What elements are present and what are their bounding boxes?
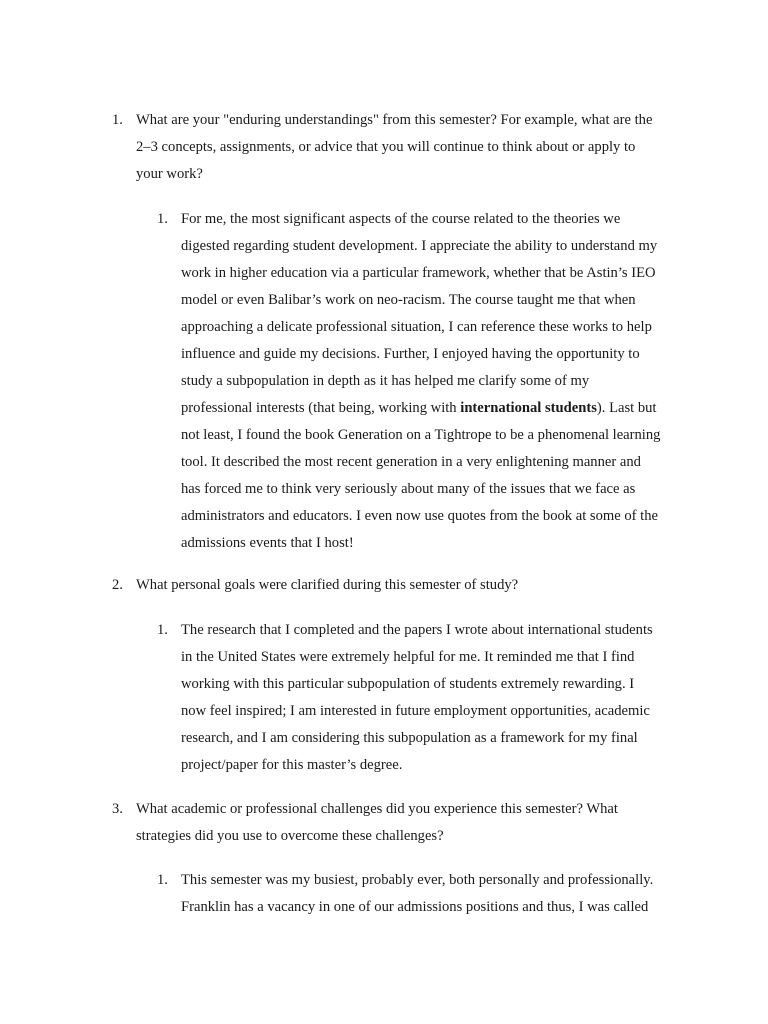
question-text — [136, 796, 676, 850]
answer-line: influence and guide my decisions. Further, I enjoyed having the opportunity to — [181, 346, 640, 362]
answer-line: Franklin has a vacancy in one of our admissions positions and thus, I was called — [181, 899, 649, 915]
answer-number: 1. — [157, 211, 168, 227]
answer-line: work in higher education via a particular framework, whether that be Astin’s IEO — [181, 265, 656, 281]
answer-line: research, and I am considering this subpopulation as a framework for my final — [181, 730, 638, 746]
answer-line: digested regarding student development. I appreciate the ability to understand my — [181, 238, 658, 254]
answer-line: project/paper for this master’s degree. — [181, 757, 403, 773]
answer-line: The research that I completed and the papers I wrote about international students — [181, 622, 653, 638]
answer-line-with-bold — [181, 395, 681, 422]
answer-line: study a subpopulation in depth as it has helped me clarify some of my — [181, 373, 590, 389]
question-line: What academic or professional challenges did you experience this semester? What — [136, 801, 618, 817]
question-line: strategies did you use to overcome these challenges? — [136, 828, 444, 844]
question-text — [136, 107, 676, 188]
answer-line: has forced me to think very seriously about many of the issues that we face as — [181, 481, 636, 497]
answer-text — [181, 617, 681, 779]
answer-line: For me, the most significant aspects of the course related to the theories we — [181, 211, 621, 227]
answer-number: 1. — [157, 622, 168, 638]
question-line: your work? — [136, 166, 203, 182]
question-text — [136, 572, 676, 599]
answer-text — [181, 867, 681, 921]
bold-phrase: international students — [460, 400, 597, 416]
answer-line: approaching a delicate professional situation, I can reference these works to help — [181, 319, 652, 335]
answer-line: working with this particular subpopulation of students extremely rewarding. I — [181, 676, 635, 692]
answer-line: administrators and educators. I even now use quotes from the book at some of the — [181, 508, 659, 524]
question-line: 2–3 concepts, assignments, or advice that you will continue to think about or apply to — [136, 139, 636, 155]
question-number: 3. — [112, 801, 123, 817]
question-line: What personal goals were clarified during this semester of study? — [136, 577, 519, 593]
answer-number: 1. — [157, 872, 168, 888]
answer-line: tool. It described the most recent generation in a very enlightening manner and — [181, 454, 641, 470]
answer-text — [181, 206, 681, 557]
answer-line: not least, I found the book Generation on a Tightrope to be a phenomenal learning — [181, 427, 661, 443]
answer-line: This semester was my busiest, probably ever, both personally and professionally. — [181, 872, 654, 888]
answer-line: in the United States were extremely helpful for me. It reminded me that I find — [181, 649, 635, 665]
answer-line-start: professional interests (that being, working with — [181, 400, 461, 416]
answer-line: now feel inspired; I am interested in future employment opportunities, academic — [181, 703, 650, 719]
answer-line: admissions events that I host! — [181, 535, 354, 551]
answer-line-tail: ). Last but — [596, 400, 657, 416]
answer-line: model or even Balibar’s work on neo-racism. The course taught me that when — [181, 292, 636, 308]
question-number: 1. — [112, 112, 123, 128]
question-number: 2. — [112, 577, 123, 593]
question-line: What are your "enduring understandings" from this semester? For example, what are the — [136, 112, 653, 128]
